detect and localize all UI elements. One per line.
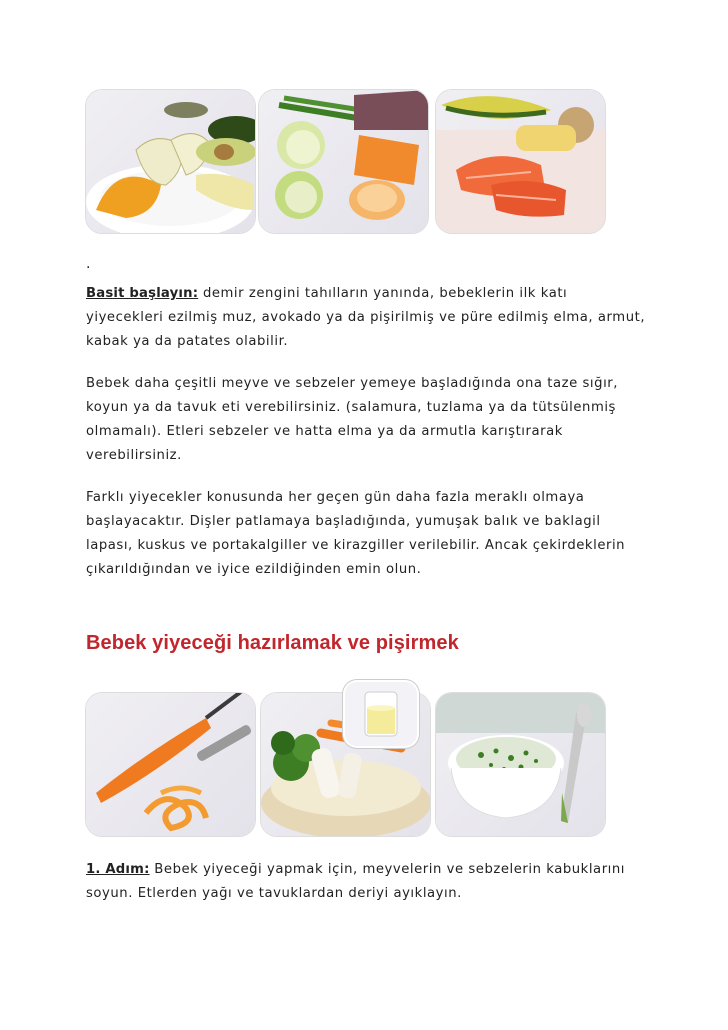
photo-juice-glass-inset (345, 682, 417, 746)
step-text: Bebek yiyeceği yapmak için, meyvelerin ve sebzelerin kabuklarını soyun. Etlerden yağı ve tavuklardan deriyi ayıklayın. (86, 862, 625, 901)
paragraph-start-simple (86, 282, 646, 354)
photo-vegetables (259, 90, 428, 233)
paragraph-text: demir zengini tahılların yanında, bebeklerin ilk katı yiyecekleri ezilmiş muz, avokado ya da pişirilmiş ve püre edilmiş elma, armut, kabak ya da patates olabilir. (86, 286, 646, 349)
step-lead: 1. Adım: (86, 862, 150, 877)
paragraph-lead: Basit başlayın: (86, 286, 199, 301)
photo-peeled-carrot (86, 693, 255, 836)
section-heading: Bebek yiyeceği hazırlamak ve pişirmek (86, 632, 459, 654)
intro-dot: . (86, 256, 91, 272)
paragraph-step-1 (86, 858, 646, 906)
paragraph-curious: Farklı yiyecekler konusunda her geçen gün daha fazla meraklı olmaya başlayacaktır. Dişler patlamaya başladığında, yumuşak balık ve baklagil lapası, kuskus ve portakalgiller ve kirazgiller verilebilir. Ancak çekirdeklerin çıkarıldığından ve iyice ezildiğinden emin olun. (86, 490, 626, 577)
photo-fish-corn (436, 90, 605, 233)
paragraph-meat: Bebek daha çeşitli meyve ve sebzeler yemeye başladığında ona taze sığır, koyun ya da tavuk eti verebilirsiniz. (salamura, tuzlama ya da tütsülenmiş olmamalı). Etleri sebzeler ve hatta elma ya da armutla karıştırarak verebilirsiniz. (86, 376, 618, 463)
photo-spinach-puree (436, 693, 605, 836)
photo-fruit-plate (86, 90, 255, 233)
